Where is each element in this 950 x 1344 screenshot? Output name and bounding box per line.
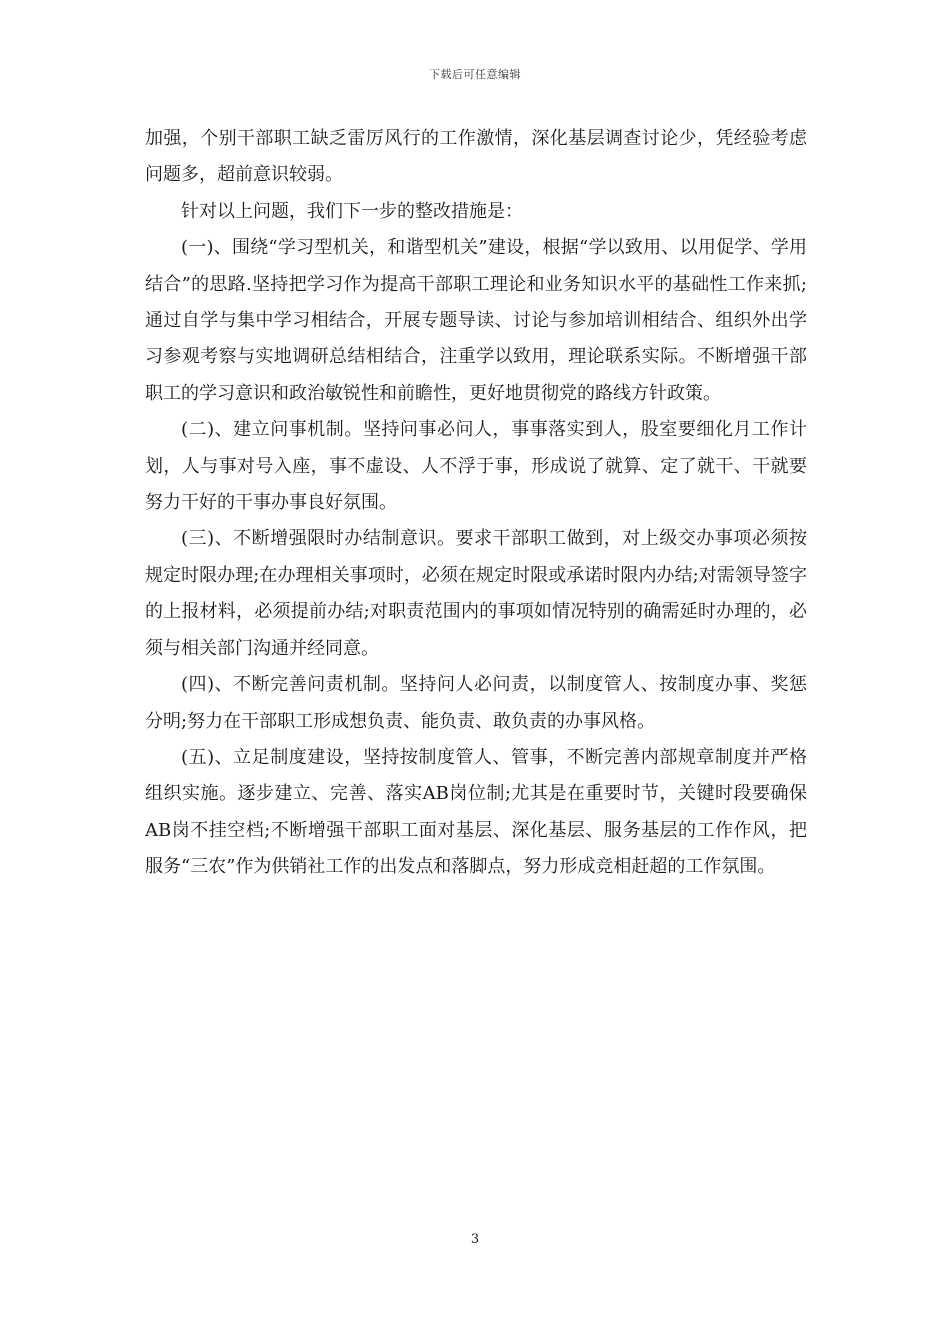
paragraph-measure-4: (四)、不断完善问责机制。坚持问人必问责，以制度管人、按制度办事、奖惩分明;努力在干部职工形成想负责、能负责、敢负责的办事风格。 [145,674,807,732]
document-body [145,121,807,886]
page-number: 3 [470,1232,480,1247]
page-header: 下载后可任意编辑 [429,68,521,81]
paragraph-measure-2: (二)、建立问事机制。坚持问事必问人，事事落实到人，股室要细化月工作计划，人与事对号入座，事不虚设、人不浮于事，形成说了就算、定了就干、干就要努力干好的干事办事良好氛围。 [145,419,807,514]
paragraph-continuation: 加强，个别干部职工缺乏雷厉风行的工作激情，深化基层调查讨论少，凭经验考虑问题多，超前意识较弱。 [145,128,807,186]
paragraph-measure-1: (一)、围绕“学习型机关，和谐型机关”建设，根据“学以致用、以用促学、学用结合”的思路.坚持把学习作为提高干部职工理论和业务知识水平的基础性工作来抓;通过自学与集中学习相结合，开展专题导读、讨论与参加培训相结合、组织外出学习参观考察与实地调研总结相结合，注重学以致用，理论联系实际。不断增强干部职工的学习意识和政治敏锐性和前瞻性，更好地贯彻党的路线方针政策。 [145,237,807,404]
paragraph-intro: 针对以上问题，我们下一步的整改措施是： [181,200,523,222]
paragraph-measure-5: (五)、立足制度建设，坚持按制度管人、管事，不断完善内部规章制度并严格组织实施。逐步建立、完善、落实AB岗位制;尤其是在重要时节，关键时段要确保AB岗不挂空档;不断增强干部职工面对基层、深化基层、服务基层的工作作风，把服务“三农”作为供销社工作的出发点和落脚点，努力形成竞相赶超的工作氛围。 [145,746,807,878]
paragraph-measure-3: (三)、不断增强限时办结制意识。要求干部职工做到，对上级交办事项必须按规定时限办理;在办理相关事项时，必须在规定时限或承诺时限内办结;对需领导签字的上报材料，必须提前办结;对职责范围内的事项如情况特别的确需延时办理的，必须与相关部门沟通并经同意。 [145,528,807,659]
